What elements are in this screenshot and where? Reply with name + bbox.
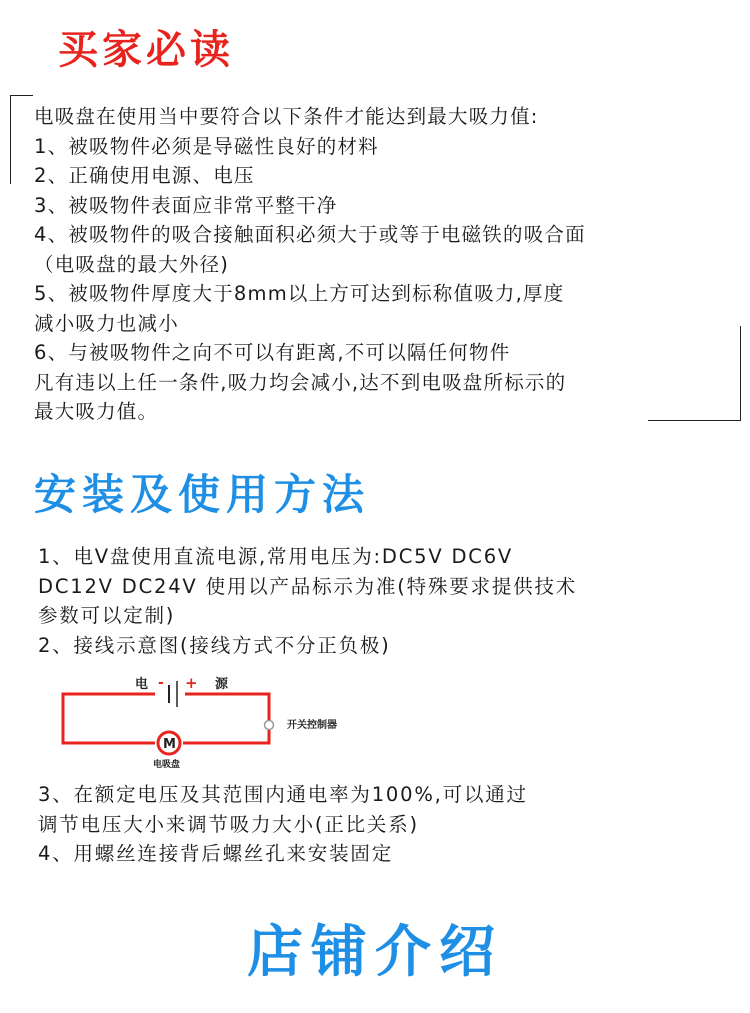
- shop-intro-heading: 店铺介绍: [247, 920, 503, 985]
- notice-line: 2、正确使用电源、电压: [34, 164, 255, 187]
- install-line: 2、接线示意图(接线方式不分正负极): [38, 633, 391, 657]
- wiring-diagram: [55, 672, 375, 774]
- power-label-right: 源: [215, 677, 229, 692]
- buyer-notice-heading: 买家必读: [58, 27, 234, 73]
- notice-line: 5、被吸物件厚度大于8mm以上方可达到标称值吸力,厚度: [34, 282, 565, 305]
- battery-icon: [169, 681, 177, 707]
- switch-label: 开关控制器: [287, 720, 337, 731]
- installation-text-a: [38, 542, 738, 660]
- install-line: 参数可以定制): [38, 604, 176, 627]
- motor-label: 电吸盘: [153, 760, 181, 770]
- frame-corner-top-left: [10, 95, 33, 184]
- installation-text-b: [38, 780, 738, 869]
- notice-line: 凡有违以上任一条件,吸力均会减小,达不到电吸盘所标示的: [34, 370, 567, 394]
- install-line: 1、电V盘使用直流电源,常用电压为:DC5V DC6V: [38, 545, 514, 568]
- notice-line: （电吸盘的最大外径): [34, 252, 230, 276]
- notice-line: 4、被吸物件的吸合接触面积必须大于或等于电磁铁的吸合面: [34, 223, 586, 246]
- notice-line: 最大吸力值。: [34, 400, 159, 423]
- switch-icon: [265, 721, 274, 730]
- motor-symbol: M: [163, 737, 176, 752]
- plus-sign: +: [185, 674, 198, 692]
- power-label-left: 电: [135, 677, 149, 692]
- notice-line: 电吸盘在使用当中要符合以下条件才能达到最大吸力值:: [34, 105, 539, 128]
- install-line: DC12V DC24V 使用以产品标示为准(特殊要求提供技术: [38, 574, 578, 598]
- notice-line: 3、被吸物件表面应非常平整干净: [34, 193, 338, 217]
- install-line: 4、用螺丝连接背后螺丝孔来安装固定: [38, 842, 394, 865]
- buyer-notice-text: [34, 102, 746, 427]
- installation-heading: 安装及使用方法: [34, 470, 371, 519]
- install-line: 调节电压大小来调节吸力大小(正比关系): [38, 812, 419, 836]
- notice-line: 1、被吸物件必须是导磁性良好的材料: [34, 134, 379, 158]
- notice-line: 6、与被吸物件之向不可以有距离,不可以隔任何物件: [34, 341, 511, 364]
- notice-line: 减小吸力也减小: [34, 311, 179, 335]
- minus-sign: -: [158, 675, 164, 691]
- install-line: 3、在额定电压及其范围内通电率为100%,可以通过: [38, 783, 528, 806]
